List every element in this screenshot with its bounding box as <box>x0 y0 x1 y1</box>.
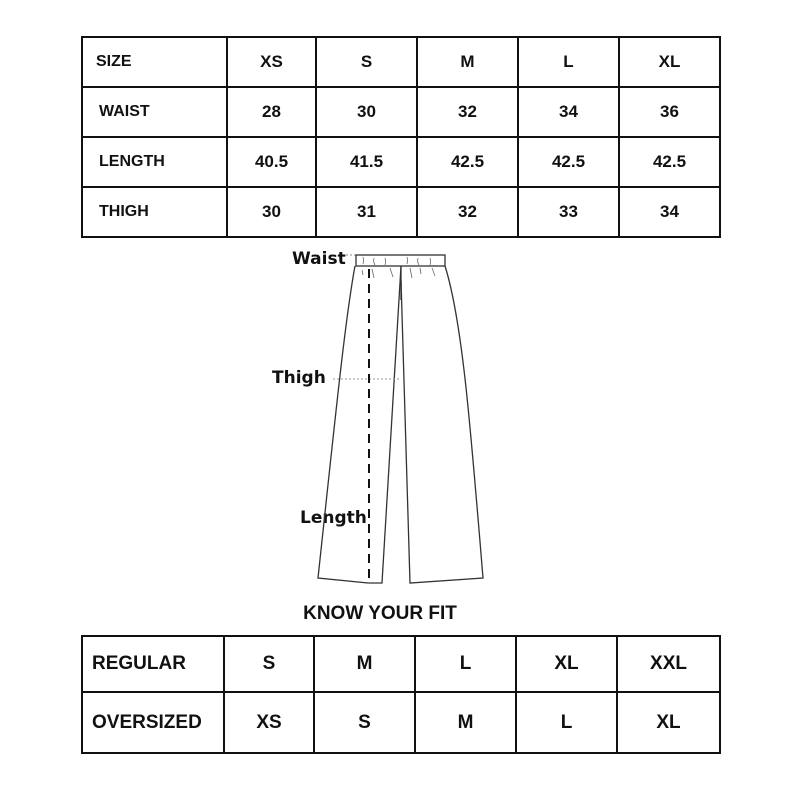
thigh-row <box>82 187 720 237</box>
cell: XS <box>224 692 314 753</box>
size-header-l: L <box>518 37 619 87</box>
waist-row <box>82 87 720 137</box>
row-label: LENGTH <box>82 137 227 187</box>
cell: 42.5 <box>417 137 518 187</box>
size-header-xl: XL <box>619 37 720 87</box>
cell: M <box>314 636 415 692</box>
cell: 33 <box>518 187 619 237</box>
cell: 36 <box>619 87 720 137</box>
cell: L <box>415 636 516 692</box>
cell: 30 <box>316 87 417 137</box>
cell: 31 <box>316 187 417 237</box>
cell: 42.5 <box>518 137 619 187</box>
size-header-row <box>82 37 720 87</box>
gather-marks <box>362 257 435 278</box>
size-header-label: SIZE <box>82 37 227 87</box>
size-header-m: M <box>417 37 518 87</box>
cell: 32 <box>417 87 518 137</box>
waistband <box>356 255 445 266</box>
length-row <box>82 137 720 187</box>
size-chart-table <box>81 36 721 238</box>
cell: XL <box>617 692 720 753</box>
waist-label: Waist <box>292 249 346 269</box>
cell: 30 <box>227 187 316 237</box>
cell: XXL <box>617 636 720 692</box>
cell: 41.5 <box>316 137 417 187</box>
size-header-s: S <box>316 37 417 87</box>
cell: XL <box>516 636 617 692</box>
cell: 34 <box>619 187 720 237</box>
cell: 32 <box>417 187 518 237</box>
thigh-label: Thigh <box>272 368 326 388</box>
cell: 34 <box>518 87 619 137</box>
row-label: OVERSIZED <box>82 692 224 753</box>
cell: 28 <box>227 87 316 137</box>
row-label: REGULAR <box>82 636 224 692</box>
cell: S <box>224 636 314 692</box>
cell: S <box>314 692 415 753</box>
oversized-fit-row <box>82 692 720 753</box>
fit-section-title: KNOW YOUR FIT <box>303 603 457 624</box>
cell: L <box>516 692 617 753</box>
cell: 40.5 <box>227 137 316 187</box>
left-leg-outline <box>318 266 401 583</box>
cell: M <box>415 692 516 753</box>
fit-table <box>81 635 721 754</box>
length-label: Length <box>300 508 367 528</box>
row-label: THIGH <box>82 187 227 237</box>
right-leg-outline <box>401 266 483 583</box>
row-label: WAIST <box>82 87 227 137</box>
cell: 42.5 <box>619 137 720 187</box>
regular-fit-row <box>82 636 720 692</box>
size-header-xs: XS <box>227 37 316 87</box>
